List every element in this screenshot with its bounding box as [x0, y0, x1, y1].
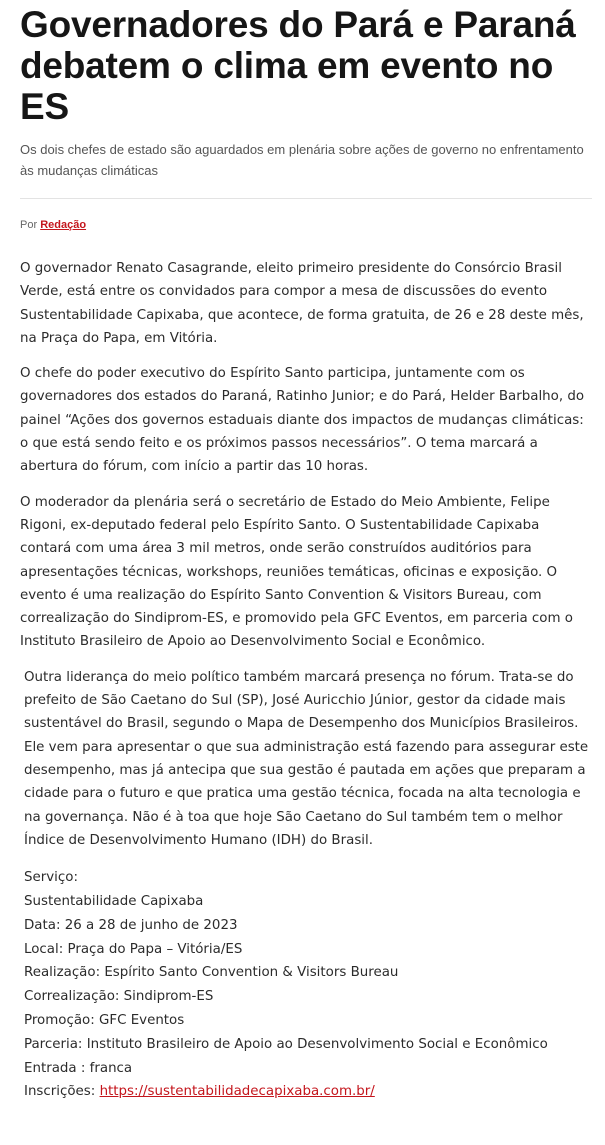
- divider: [20, 198, 592, 199]
- byline: [20, 218, 592, 232]
- service-co-organizer: Correalização: Sindiprom-ES: [24, 989, 214, 1005]
- paragraph-2: O chefe do poder executivo do Espírito Santo participa, juntamente com os governadores dos estados do Paraná, Ratinho Junior; e do Pará, Helder Barbalho, do painel “Ações dos governos estaduais diante dos impactos de mudanças climáticas: o que está sendo feito e os próximos passos necessários”. O tema marcará a abertura do fórum, com início a partir das 10 horas.: [20, 366, 585, 475]
- service-registration: [24, 1080, 592, 1104]
- paragraph-4: Outra liderança do meio político também marcará presença no fórum. Trata-se do prefeito de São Caetano do Sul (SP), José Auricchio Júnior, gestor da cidade mais sustentável do Brasil, segundo o Mapa de Desempenho dos Municípios Brasileiros. Ele vem para apresentar o que sua administração está fazendo para assegurar este desempenho, mas já antecipa que sua gestão é pautada em ações que preparam a cidade para o futuro e que pratica uma gestão técnica, focada na alta tecnologia e na governança. Não é à toa que hoje São Caetano do Sul também tem o melhor Índice de Desenvolvimento Humano (IDH) do Brasil.: [24, 669, 589, 848]
- author-link[interactable]: Redação: [40, 219, 87, 231]
- service-organizer: Realização: Espírito Santo Convention & Visitors Bureau: [24, 965, 399, 981]
- service-date: Data: 26 a 28 de junho de 2023: [24, 917, 238, 933]
- article-headline: Governadores do Pará e Paraná debatem o clima em evento no ES: [20, 4, 576, 127]
- service-location: Local: Praça do Papa – Vitória/ES: [24, 941, 243, 957]
- registration-label: Inscrições:: [24, 1084, 96, 1100]
- paragraph-1: O governador Renato Casagrande, eleito primeiro presidente do Consórcio Brasil Verde, está entre os convidados para compor a mesa de discussões do evento Sustentabilidade Capixaba, que acontece, de forma gratuita, de 26 e 28 deste mês, na Praça do Papa, em Vitória.: [20, 261, 584, 346]
- article-subtitle: Os dois chefes de estado são aguardados em plenária sobre ações de governo no enfrentamento às mudanças climáticas: [20, 142, 584, 178]
- service-partnership: Parceria: Instituto Brasileiro de Apoio ao Desenvolvimento Social e Econômico: [24, 1036, 548, 1052]
- service-promotion: Promoção: GFC Eventos: [24, 1012, 185, 1028]
- registration-link[interactable]: https://sustentabilidadecapixaba.com.br/: [99, 1084, 375, 1100]
- paragraph-3: O moderador da plenária será o secretário de Estado do Meio Ambiente, Felipe Rigoni, ex-deputado federal pelo Espírito Santo. O Sustentabilidade Capixaba contará com uma área 3 mil metros, onde serão construídos auditórios para apresentações técnicas, workshops, reuniões temáticas, oficinas e exposição. O evento é uma realização do Espírito Santo Convention & Visitors Bureau, com correalização do Sindiprom-ES, e promovido pela GFC Eventos, em parceria com o Instituto Brasileiro de Apoio ao Desenvolvimento Social e Econômico.: [20, 494, 573, 650]
- byline-prefix: Por: [20, 219, 38, 231]
- service-entry: Entrada : franca: [24, 1060, 133, 1076]
- article: [20, 0, 592, 1104]
- service-event-name: Sustentabilidade Capixaba: [24, 893, 204, 909]
- service-info: [24, 866, 592, 1104]
- service-heading: Serviço:: [24, 870, 78, 886]
